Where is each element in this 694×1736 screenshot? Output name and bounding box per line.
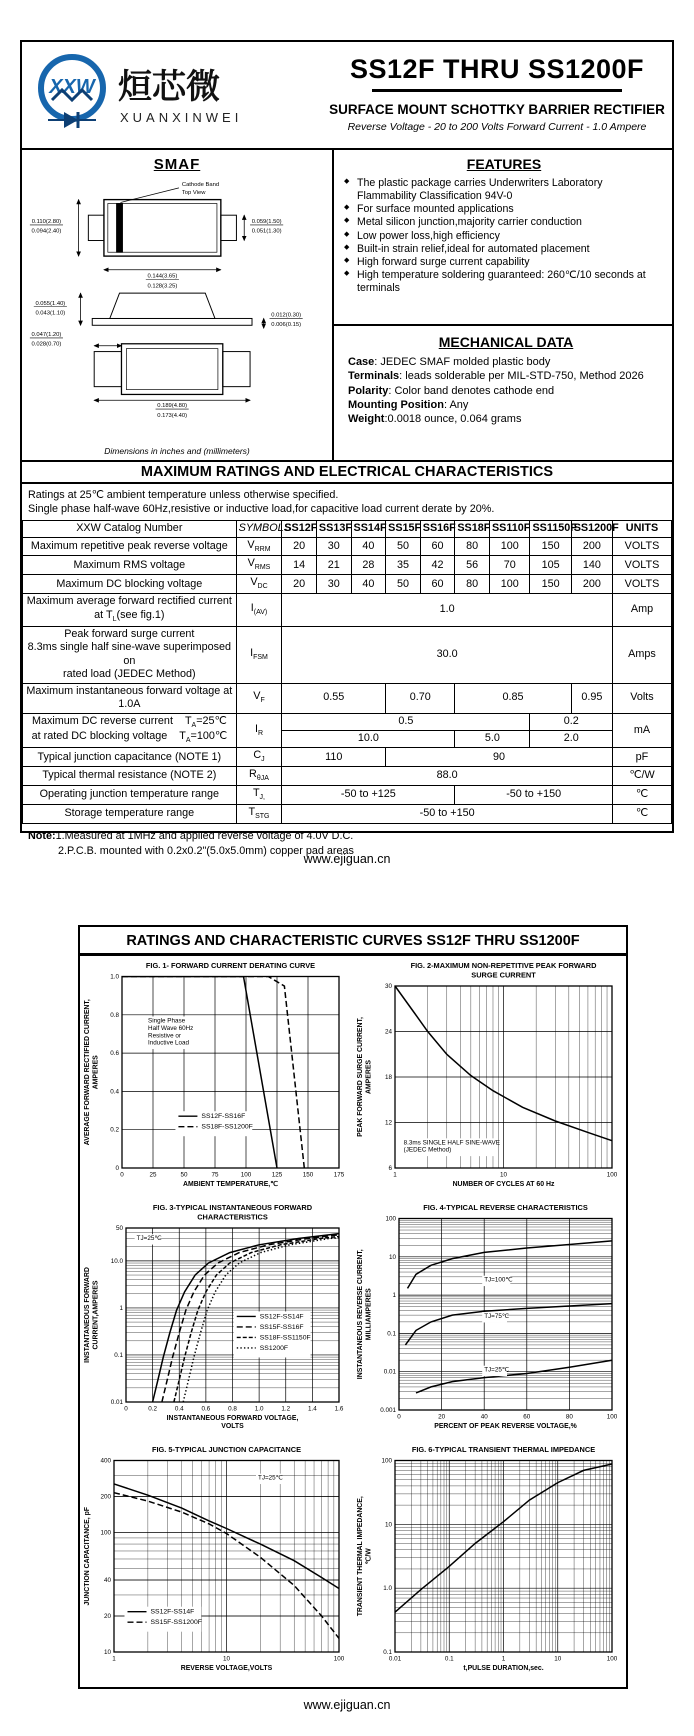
mechanical-data-line: Weight:0.0018 ounce, 0.064 grams <box>348 413 522 426</box>
company-logo <box>22 42 322 148</box>
x-axis-label: NUMBER OF CYCLES AT 60 Hz <box>452 1181 555 1188</box>
table-header-cell: SS18F <box>455 521 490 537</box>
features-list <box>344 177 664 295</box>
chart-title: FIG. 3-TYPICAL INSTANTANEOUS FORWARD <box>152 1203 313 1212</box>
fig3-chart <box>80 1200 350 1438</box>
x-axis-label: AMBIENT TEMPERATURE,℃ <box>183 1181 278 1188</box>
x-tick-label: 1 <box>501 1655 506 1663</box>
table-cell: VOLTS <box>612 575 671 594</box>
package-name: SMAF <box>153 156 201 173</box>
y-tick-label: 24 <box>384 1028 392 1036</box>
y-tick-label: 50 <box>115 1225 123 1232</box>
dim-label: 0.028(0.70) <box>31 341 62 348</box>
footer-url-page1 <box>0 852 694 866</box>
chart-annotation: TJ=25℃ <box>136 1235 162 1243</box>
x-tick-label: 10 <box>222 1655 231 1663</box>
ratings-table <box>22 520 672 824</box>
chart-title: SURGE CURRENT <box>471 970 536 980</box>
table-header-cell: SS15F <box>386 521 421 537</box>
table-cell: 5.0 <box>455 730 530 747</box>
table-cell: 80 <box>455 537 490 556</box>
y-tick-label: 0.6 <box>110 1050 119 1058</box>
y-axis-label: AMPERES <box>92 1055 100 1090</box>
table-cell: Volts <box>612 683 671 713</box>
table-cell: 100 <box>489 537 530 556</box>
x-tick-label: 0.2 <box>148 1405 158 1413</box>
table-cell: 60 <box>420 575 455 594</box>
x-tick-label: 175 <box>333 1171 345 1179</box>
y-tick-label: 1.0 <box>383 1585 392 1593</box>
y-tick-label: 18 <box>384 1074 392 1081</box>
mechanical-data-line: Polarity: Color band denotes cathode end <box>348 384 555 397</box>
dim-label: 0.144(3.65) <box>147 273 178 280</box>
y-tick-label: 10 <box>384 1521 392 1529</box>
table-row <box>23 683 672 713</box>
mechanical-data-line: Mounting Position: Any <box>348 398 469 411</box>
y-tick-label: 0.01 <box>383 1368 396 1376</box>
table-cell: 20 <box>282 537 317 556</box>
feature-item: ◆ Built-in strain relief,ideal for automated placement <box>344 243 664 256</box>
feature-item: ◆ Metal silicon junction,majority carrier conduction <box>344 216 664 229</box>
chart-title: FIG. 4-TYPICAL REVERSE CHARACTERISTICS <box>423 1203 588 1212</box>
y-tick-label: 0.1 <box>387 1330 396 1338</box>
table-cell: VOLTS <box>612 556 671 575</box>
table-cell: 42 <box>420 556 455 575</box>
fig2-chart <box>353 958 623 1196</box>
y-tick-label: 40 <box>103 1577 111 1585</box>
table-cell: ℃ <box>612 786 671 805</box>
table-cell: 30 <box>316 575 351 594</box>
table-cell: $T_{STG}$ <box>236 805 282 824</box>
charts-grid <box>80 956 626 1684</box>
y-tick-label: 6 <box>388 1165 392 1172</box>
features-section <box>334 150 672 326</box>
figure-fig2 <box>353 958 626 1200</box>
features-title: FEATURES <box>466 156 542 172</box>
x-tick-label: 1.2 <box>281 1405 291 1413</box>
x-tick-label: 100 <box>606 1655 618 1663</box>
dim-label: 0.110(2.80) <box>31 218 62 225</box>
x-tick-label: 0.4 <box>174 1405 184 1413</box>
note-text-1: 1.Measured at 1MHz and applied reverse voltage of 4.0V D.C. <box>55 830 354 842</box>
x-tick-label: 20 <box>438 1413 446 1421</box>
table-row <box>23 748 672 767</box>
mechanical-data-line: Terminals: leads solderable per MIL-STD-750, Method 2026 <box>348 370 644 383</box>
table-cell: Typical junction capacitance (NOTE 1) <box>23 748 237 767</box>
table-cell: $V_{DC}$ <box>236 575 282 594</box>
table-cell: $R_{\theta JA}$ <box>236 767 282 786</box>
y-tick-label: 100 <box>385 1215 396 1223</box>
mechanical-data-line: Case: JEDEC SMAF molded plastic body <box>348 356 551 368</box>
top-view-callout: Top View <box>181 189 206 196</box>
table-cell: Maximum repetitive peak reverse voltage <box>23 537 237 556</box>
legend-label: SS12F-SS14F <box>259 1313 304 1321</box>
x-tick-label: 1.4 <box>307 1405 317 1413</box>
feature-item: ◆ High temperature soldering guaranteed: 260℃/10 seconds at terminals <box>344 269 664 295</box>
table-cell: 0.5 <box>282 713 530 730</box>
table-cell: 1.0 <box>282 594 613 626</box>
x-tick-label: 25 <box>149 1171 157 1179</box>
table-header-cell: SS12F <box>282 521 317 537</box>
y-tick-label: 30 <box>384 983 392 990</box>
y-tick-label: 100 <box>100 1529 111 1537</box>
table-cell: 35 <box>386 556 421 575</box>
logo-chinese-name: 烜芯微 <box>118 68 220 106</box>
table-row <box>23 537 672 556</box>
y-tick-label: 10.0 <box>110 1257 123 1265</box>
note-line-1 <box>28 829 666 844</box>
table-cell: 80 <box>455 575 490 594</box>
chart-annotation: TJ=25℃ <box>484 1366 509 1374</box>
table-cell: $I_R$ <box>236 713 282 748</box>
figure-fig5 <box>80 1442 353 1684</box>
table-cell: $I_{FSM}$ <box>236 626 282 683</box>
x-tick-label: 40 <box>480 1413 488 1421</box>
x-tick-label: 1.0 <box>254 1405 264 1413</box>
condition-line: Ratings at 25℃ ambient temperature unless otherwise specified. <box>28 489 339 501</box>
x-tick-label: 10 <box>499 1171 508 1179</box>
table-cell: 0.70 <box>386 683 455 713</box>
table-row <box>23 556 672 575</box>
x-tick-label: 100 <box>240 1171 252 1179</box>
table-cell: -50 to +150 <box>455 786 613 805</box>
table-cell: 90 <box>386 748 613 767</box>
table-cell: $I_{(AV)}$ <box>236 594 282 626</box>
dim-label: 0.051(1.30) <box>251 228 282 235</box>
table-header-cell: SS16F <box>420 521 455 537</box>
table-cell: 60 <box>420 537 455 556</box>
chart-annotation: TJ=25℃ <box>258 1474 283 1482</box>
table-cell: 110 <box>282 748 386 767</box>
table-cell: 28 <box>351 556 386 575</box>
dim-label: 0.047(1.20) <box>31 331 62 338</box>
table-cell: 140 <box>571 556 612 575</box>
x-tick-label: 100 <box>333 1655 345 1663</box>
chart-annotation: Single Phase <box>148 1017 186 1025</box>
table-row <box>23 594 672 626</box>
legend-label: SS1200F <box>259 1344 289 1352</box>
table-cell: 100 <box>489 575 530 594</box>
table-cell: 20 <box>282 575 317 594</box>
x-tick-label: 1 <box>393 1171 397 1179</box>
legend-label: SS12F-SS14F <box>150 1608 195 1616</box>
table-cell: 50 <box>386 537 421 556</box>
y-tick-label: 0.4 <box>110 1088 119 1096</box>
table-cell: -50 to +150 <box>282 805 613 824</box>
y-axis-label: ℃/W <box>365 1548 373 1565</box>
table-row <box>23 626 672 683</box>
ratings-banner: MAXIMUM RATINGS AND ELECTRICAL CHARACTERISTICS <box>22 460 672 484</box>
dim-label: 0.059(1.50) <box>251 218 282 225</box>
x-tick-label: 60 <box>523 1413 531 1421</box>
series-TJ75C <box>405 1304 612 1345</box>
table-cell: 30 <box>316 537 351 556</box>
x-tick-label: 1 <box>112 1655 116 1663</box>
y-axis-label: INSTANTANEOUS REVERSE CURRENT, <box>357 1249 364 1380</box>
title-block <box>322 42 672 148</box>
chart-annotation: TJ=75℃ <box>484 1313 509 1321</box>
logo-badge: XXW <box>49 76 95 98</box>
chart-annotation: 8.3ms SINGLE HALF SINE-WAVE <box>403 1139 500 1147</box>
table-cell: mA <box>612 713 671 748</box>
chart-title: CHARACTERISTICS <box>197 1212 268 1222</box>
x-tick-label: 0.8 <box>228 1405 237 1413</box>
y-axis-label: PEAK FORWARD SURGE CURRENT, <box>357 1017 364 1137</box>
table-cell: $T_{J,}$ <box>236 786 282 805</box>
y-tick-label: 0.1 <box>383 1649 392 1656</box>
table-cell: 56 <box>455 556 490 575</box>
chart-title: FIG. 5-TYPICAL JUNCTION CAPACITANCE <box>151 1445 302 1454</box>
dim-label: 0.173(4.40) <box>157 412 188 419</box>
table-cell: 200 <box>571 537 612 556</box>
chart-annotation: Half Wave 60Hz <box>148 1024 194 1032</box>
y-tick-label: 0.2 <box>110 1126 119 1134</box>
y-tick-label: 12 <box>384 1119 392 1127</box>
table-cell: Operating junction temperature range <box>23 786 237 805</box>
table-header-cell: SS1200F <box>571 521 612 537</box>
table-cell: Maximum average forward rectified current at $T_L(see$ fig.1) <box>23 594 237 626</box>
y-tick-label: 10 <box>388 1253 396 1261</box>
cathode-band-callout: Cathode Band <box>181 181 220 188</box>
series-SS12F-SS16F <box>122 977 277 1169</box>
page-2-frame <box>78 925 628 1689</box>
y-tick-label: 1 <box>119 1304 123 1312</box>
table-cell: ℃ <box>612 805 671 824</box>
table-cell: 40 <box>351 575 386 594</box>
table-cell: pF <box>612 748 671 767</box>
figure-fig3 <box>80 1200 353 1442</box>
table-cell: 50 <box>386 575 421 594</box>
y-axis-label: AVERAGE FORWARD RECTIFIED CURRENT, <box>84 999 91 1146</box>
y-tick-label: 1 <box>392 1292 396 1300</box>
y-tick-label: 0.001 <box>380 1407 396 1414</box>
y-tick-label: 0.8 <box>110 1011 119 1019</box>
y-axis-label: CURRENT,AMPERES <box>92 1280 100 1350</box>
x-tick-label: 125 <box>271 1171 283 1179</box>
dim-label: 0.006(0.15) <box>271 322 302 329</box>
fig6-chart <box>353 1442 623 1680</box>
chart-annotation: TJ=100℃ <box>484 1276 513 1284</box>
website-link[interactable]: www.ejiguan.cn <box>303 852 391 866</box>
page-title: SS12F THRU SS1200F <box>349 54 645 84</box>
package-panel <box>22 150 334 462</box>
table-row <box>23 713 672 730</box>
chart-title: FIG. 2-MAXIMUM NON-REPETITIVE PEAK FORWARD <box>410 961 597 970</box>
table-cell: Amp <box>612 594 671 626</box>
table-cell: 2.0 <box>530 730 613 747</box>
table-cell: 40 <box>351 537 386 556</box>
table-cell: Maximum DC blocking voltage <box>23 575 237 594</box>
chart-annotation: Resistive or <box>148 1032 181 1040</box>
x-tick-label: 80 <box>565 1413 573 1421</box>
x-tick-label: 75 <box>211 1171 219 1179</box>
figure-fig6 <box>353 1442 626 1684</box>
table-cell: Maximum RMS voltage <box>23 556 237 575</box>
page-1-frame <box>20 40 674 857</box>
ratings-tagline: Reverse Voltage - 20 to 200 Volts Forward Current - 1.0 Ampere <box>347 121 647 133</box>
table-cell: VOLTS <box>612 537 671 556</box>
table-cell: 200 <box>571 575 612 594</box>
table-header-cell: SYMBOLS <box>236 521 282 537</box>
table-cell: $V_F$ <box>236 683 282 713</box>
legend-label: SS15F-SS16F <box>259 1323 304 1331</box>
legend-label: SS12F-SS16F <box>201 1113 246 1121</box>
dim-label: 0.094(2.40) <box>31 228 62 235</box>
table-cell: Typical thermal resistance (NOTE 2) <box>23 767 237 786</box>
fig5-chart <box>80 1442 350 1680</box>
table-header-cell: SS1150F <box>530 521 571 537</box>
x-axis-label: REVERSE VOLTAGE,VOLTS <box>180 1665 273 1672</box>
x-tick-label: 0 <box>120 1171 124 1179</box>
legend-label: SS18F-SS1150F <box>259 1334 311 1342</box>
ratings-conditions <box>22 484 672 520</box>
y-tick-label: 10 <box>103 1649 111 1656</box>
x-tick-label: 0 <box>124 1405 128 1413</box>
x-axis-label: VOLTS <box>221 1423 244 1430</box>
legend-label: SS18F-SS1200F <box>201 1123 253 1131</box>
footer-url-page2 <box>0 1698 694 1712</box>
feature-item: ◆ For surface mounted applications <box>344 203 664 216</box>
feature-item: ◆ Low power loss,high efficiency <box>344 230 664 243</box>
condition-line: Single phase half-wave 60Hz,resistive or inductive load,for capacitive load current derate by 20%. <box>28 503 495 516</box>
x-tick-label: 50 <box>180 1171 188 1179</box>
y-axis-label: INSTANTANEOUS FORWARD <box>84 1267 91 1363</box>
table-row <box>23 767 672 786</box>
header <box>22 42 672 150</box>
note-label: Note: <box>28 830 56 842</box>
x-tick-label: 0 <box>397 1413 401 1421</box>
x-tick-label: 150 <box>302 1171 314 1179</box>
table-cell: Peak forward surge current 8.3ms single half sine-wave superimposed on rated load (JEDEC Method) <box>23 626 237 683</box>
series-TJ25C <box>416 1360 612 1393</box>
x-axis-label: INSTANTANEOUS FORWARD VOLTAGE, <box>166 1415 299 1422</box>
table-cell: 0.55 <box>282 683 386 713</box>
y-tick-label: 1.0 <box>110 973 119 981</box>
feature-item: ◆ High forward surge current capability <box>344 256 664 269</box>
x-tick-label: 1.6 <box>334 1405 344 1413</box>
mechanical-data-section <box>334 326 672 462</box>
y-tick-label: 200 <box>100 1493 111 1501</box>
legend-label: SS15F-SS1200F <box>150 1619 202 1627</box>
chart-annotation: (JEDEC Method) <box>403 1146 452 1154</box>
dimensions-caption: Dimensions in inches and (millimeters) <box>104 446 250 456</box>
mechanical-data-title: MECHANICAL DATA <box>438 334 574 350</box>
table-cell: 14 <box>282 556 317 575</box>
fig1-chart <box>80 958 350 1196</box>
website-link[interactable]: www.ejiguan.cn <box>303 1698 391 1712</box>
chart-title: FIG. 6-TYPICAL TRANSIENT THERMAL IMPEDANCE <box>411 1445 596 1454</box>
table-cell: 150 <box>530 575 571 594</box>
x-tick-label: 100 <box>606 1413 618 1421</box>
table-cell: 88.0 <box>282 767 613 786</box>
x-axis-label: t,PULSE DURATION,sec. <box>463 1665 544 1672</box>
table-cell: $C_J$ <box>236 748 282 767</box>
y-axis-label: MILLIAMPERES <box>365 1288 373 1341</box>
chart-title: FIG. 1- FORWARD CURRENT DERATING CURVE <box>145 961 316 970</box>
x-tick-label: 10 <box>554 1655 562 1663</box>
dim-label: 0.012(0.30) <box>271 312 302 319</box>
table-cell: 105 <box>530 556 571 575</box>
y-axis-label: AMPERES <box>365 1059 373 1095</box>
title-rule <box>372 89 622 92</box>
table-cell: $V_{RMS}$ <box>236 556 282 575</box>
logo-english-name: XUANXINWEI <box>120 110 243 125</box>
page-subtitle: SURFACE MOUNT SCHOTTKY BARRIER RECTIFIER <box>329 102 665 117</box>
table-header-cell: SS14F <box>351 521 386 537</box>
y-tick-label: 0.01 <box>110 1399 123 1406</box>
dim-label: 0.189(4.80) <box>157 403 188 410</box>
y-axis-label: JUNCTION CAPACITANCE, pF <box>84 1506 91 1606</box>
table-header-cell: SS13F <box>316 521 351 537</box>
feature-item: ◆ The plastic package carries Underwriters Laboratory Flammability Classification 94V-0 <box>344 177 664 203</box>
table-cell: 0.2 <box>530 713 613 730</box>
dim-label: 0.055(1.40) <box>35 300 66 307</box>
table-cell: $V_{RRM}$ <box>236 537 282 556</box>
table-cell: Storage temperature range <box>23 805 237 824</box>
figure-fig1 <box>80 958 353 1200</box>
x-tick-label: 0.01 <box>388 1655 402 1663</box>
logo-graphic <box>30 50 320 142</box>
dim-label: 0.043(1.10) <box>35 310 66 317</box>
table-cell: Maximum DC reverse current $T_A=25℃$ at rated DC blocking voltage $T_A=100℃$ <box>23 713 237 748</box>
table-cell: 0.95 <box>571 683 612 713</box>
table-cell: 30.0 <box>282 626 613 683</box>
y-tick-label: 400 <box>100 1457 111 1465</box>
note-line-2: 2.P.C.B. mounted with 0.2x0.2"(5.0x5.0mm) copper pad areas <box>58 844 354 857</box>
package-outline-drawing <box>26 173 328 423</box>
table-row <box>23 575 672 594</box>
y-tick-label: 100 <box>381 1457 392 1465</box>
table-header-row <box>23 521 672 537</box>
table-cell: 10.0 <box>282 730 455 747</box>
fig4-chart <box>353 1200 623 1438</box>
x-axis-label: PERCENT OF PEAK REVERSE VOLTAGE,% <box>434 1423 577 1430</box>
table-cell: -50 to +125 <box>282 786 455 805</box>
y-tick-label: 20 <box>103 1613 111 1621</box>
table-row <box>23 805 672 824</box>
table-cell: Maximum instantaneous forward voltage at 1.0A <box>23 683 237 713</box>
table-header-cell: UNITS <box>612 521 671 537</box>
dim-label: 0.128(3.25) <box>147 283 178 290</box>
y-axis-label: TRANSIENT THERMAL IMPEDANCE, <box>357 1496 364 1617</box>
table-row <box>23 786 672 805</box>
chart-annotation: Inductive Load <box>148 1039 190 1047</box>
table-cell: ℃/W <box>612 767 671 786</box>
table-cell: Amps <box>612 626 671 683</box>
mechanical-data-list <box>348 355 664 426</box>
y-tick-label: 0.1 <box>114 1351 123 1359</box>
table-header-cell: SS110F <box>489 521 530 537</box>
x-tick-label: 100 <box>606 1171 618 1179</box>
curves-banner: RATINGS AND CHARACTERISTIC CURVES SS12F THRU SS1200F <box>80 927 626 956</box>
table-cell: 21 <box>316 556 351 575</box>
table-cell: 70 <box>489 556 530 575</box>
y-tick-label: 0 <box>115 1165 119 1172</box>
x-tick-label: 0.6 <box>201 1405 211 1413</box>
table-cell: 150 <box>530 537 571 556</box>
figure-fig4 <box>353 1200 626 1442</box>
x-tick-label: 0.1 <box>444 1655 454 1663</box>
table-cell: 0.85 <box>455 683 571 713</box>
table-header-cell: XXW Catalog Number <box>23 521 237 537</box>
